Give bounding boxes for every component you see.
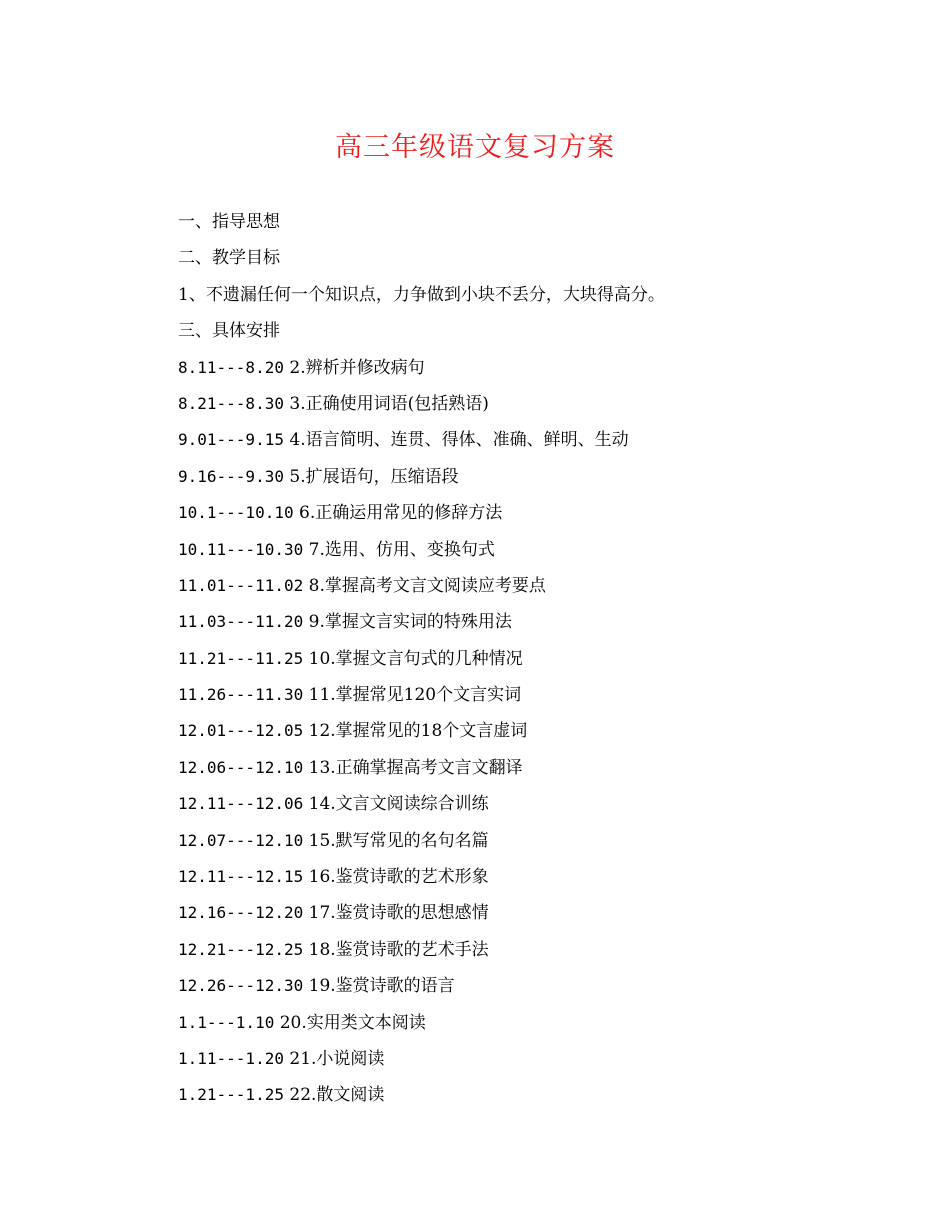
schedule-row <box>178 495 878 531</box>
schedule-date: 12.11---12.06 <box>178 794 304 814</box>
schedule-task: 6.正确运用常见的修辞方法 <box>299 503 503 524</box>
schedule-row <box>178 895 878 931</box>
schedule-date: 1.11---1.20 <box>178 1048 284 1068</box>
schedule-row <box>178 750 878 786</box>
schedule-row <box>178 823 878 859</box>
schedule-date: 1.1---1.10 <box>178 1012 275 1032</box>
schedule-task: 8.掌握高考文言文阅读应考要点 <box>308 575 546 596</box>
schedule-row <box>178 568 878 604</box>
schedule-task: 15.默写常见的名句名篇 <box>308 830 489 851</box>
schedule-row <box>178 677 878 713</box>
schedule-task: 9.掌握文言实词的特殊用法 <box>308 612 512 633</box>
document-title: 高三年级语文复习方案 <box>335 132 615 163</box>
goal-item: 1、不遗漏任何一个知识点，力争做到小块不丢分，大块得高分。 <box>178 284 665 305</box>
schedule-task: 2.辨析并修改病句 <box>289 357 425 378</box>
schedule-row <box>178 641 878 677</box>
heading-teaching-goals: 二、教学目标 <box>178 248 280 269</box>
schedule-date: 11.26---11.30 <box>178 685 304 705</box>
document-body <box>178 204 878 1114</box>
schedule-date: 11.01---11.02 <box>178 575 304 595</box>
schedule-row <box>178 532 878 568</box>
heading-specific-arrangement: 三、具体安排 <box>178 321 280 342</box>
schedule-date: 12.26---12.30 <box>178 976 304 996</box>
schedule-row <box>178 1041 878 1077</box>
schedule-task: 11.掌握常见120个文言实词 <box>308 685 522 706</box>
schedule-task: 3.正确使用词语(包括熟语) <box>289 393 489 414</box>
schedule-task: 17.鉴赏诗歌的思想感情 <box>308 903 489 924</box>
schedule-task: 5.扩展语句，压缩语段 <box>289 466 459 487</box>
schedule-row <box>178 386 878 422</box>
schedule-date: 12.01---12.05 <box>178 721 304 741</box>
schedule-task: 7.选用、仿用、变换句式 <box>308 539 495 560</box>
schedule-date: 12.06---12.10 <box>178 757 304 777</box>
schedule-row <box>178 786 878 822</box>
schedule-date: 11.21---11.25 <box>178 648 304 668</box>
schedule-row <box>178 859 878 895</box>
schedule-date: 12.07---12.10 <box>178 830 304 850</box>
schedule-date: 11.03---11.20 <box>178 612 304 632</box>
schedule-row <box>178 1005 878 1041</box>
schedule-task: 18.鉴赏诗歌的艺术手法 <box>308 939 489 960</box>
schedule-task: 19.鉴赏诗歌的语言 <box>308 976 455 997</box>
schedule-task: 22.散文阅读 <box>289 1085 385 1106</box>
schedule-row <box>178 713 878 749</box>
schedule-date: 9.16---9.30 <box>178 466 284 486</box>
schedule-task: 4.语言简明、连贯、得体、准确、鲜明、生动 <box>289 430 629 451</box>
schedule-task: 10.掌握文言句式的几种情况 <box>308 648 523 669</box>
schedule-row <box>178 350 878 386</box>
schedule-row <box>178 968 878 1004</box>
heading-guiding-thought: 一、指导思想 <box>178 212 280 232</box>
schedule-date: 12.21---12.25 <box>178 939 304 959</box>
schedule-date: 8.21---8.30 <box>178 393 284 413</box>
schedule-row <box>178 422 878 458</box>
schedule-date: 12.16---12.20 <box>178 903 304 923</box>
schedule-date: 12.11---12.15 <box>178 867 304 887</box>
schedule-task: 14.文言文阅读综合训练 <box>308 794 489 815</box>
schedule-list <box>178 350 878 1114</box>
schedule-task: 16.鉴赏诗歌的艺术形象 <box>308 867 489 888</box>
schedule-date: 10.1---10.10 <box>178 503 294 523</box>
schedule-task: 21.小说阅读 <box>289 1048 385 1069</box>
schedule-task: 20.实用类文本阅读 <box>279 1012 426 1033</box>
schedule-row <box>178 459 878 495</box>
schedule-date: 10.11---10.30 <box>178 539 304 559</box>
schedule-row <box>178 1077 878 1113</box>
schedule-task: 13.正确掌握高考文言文翻译 <box>308 757 523 778</box>
schedule-date: 1.21---1.25 <box>178 1085 284 1105</box>
schedule-row <box>178 604 878 640</box>
schedule-row <box>178 932 878 968</box>
schedule-date: 9.01---9.15 <box>178 430 284 450</box>
schedule-task: 12.掌握常见的18个文言虚词 <box>308 721 528 742</box>
schedule-date: 8.11---8.20 <box>178 357 284 377</box>
